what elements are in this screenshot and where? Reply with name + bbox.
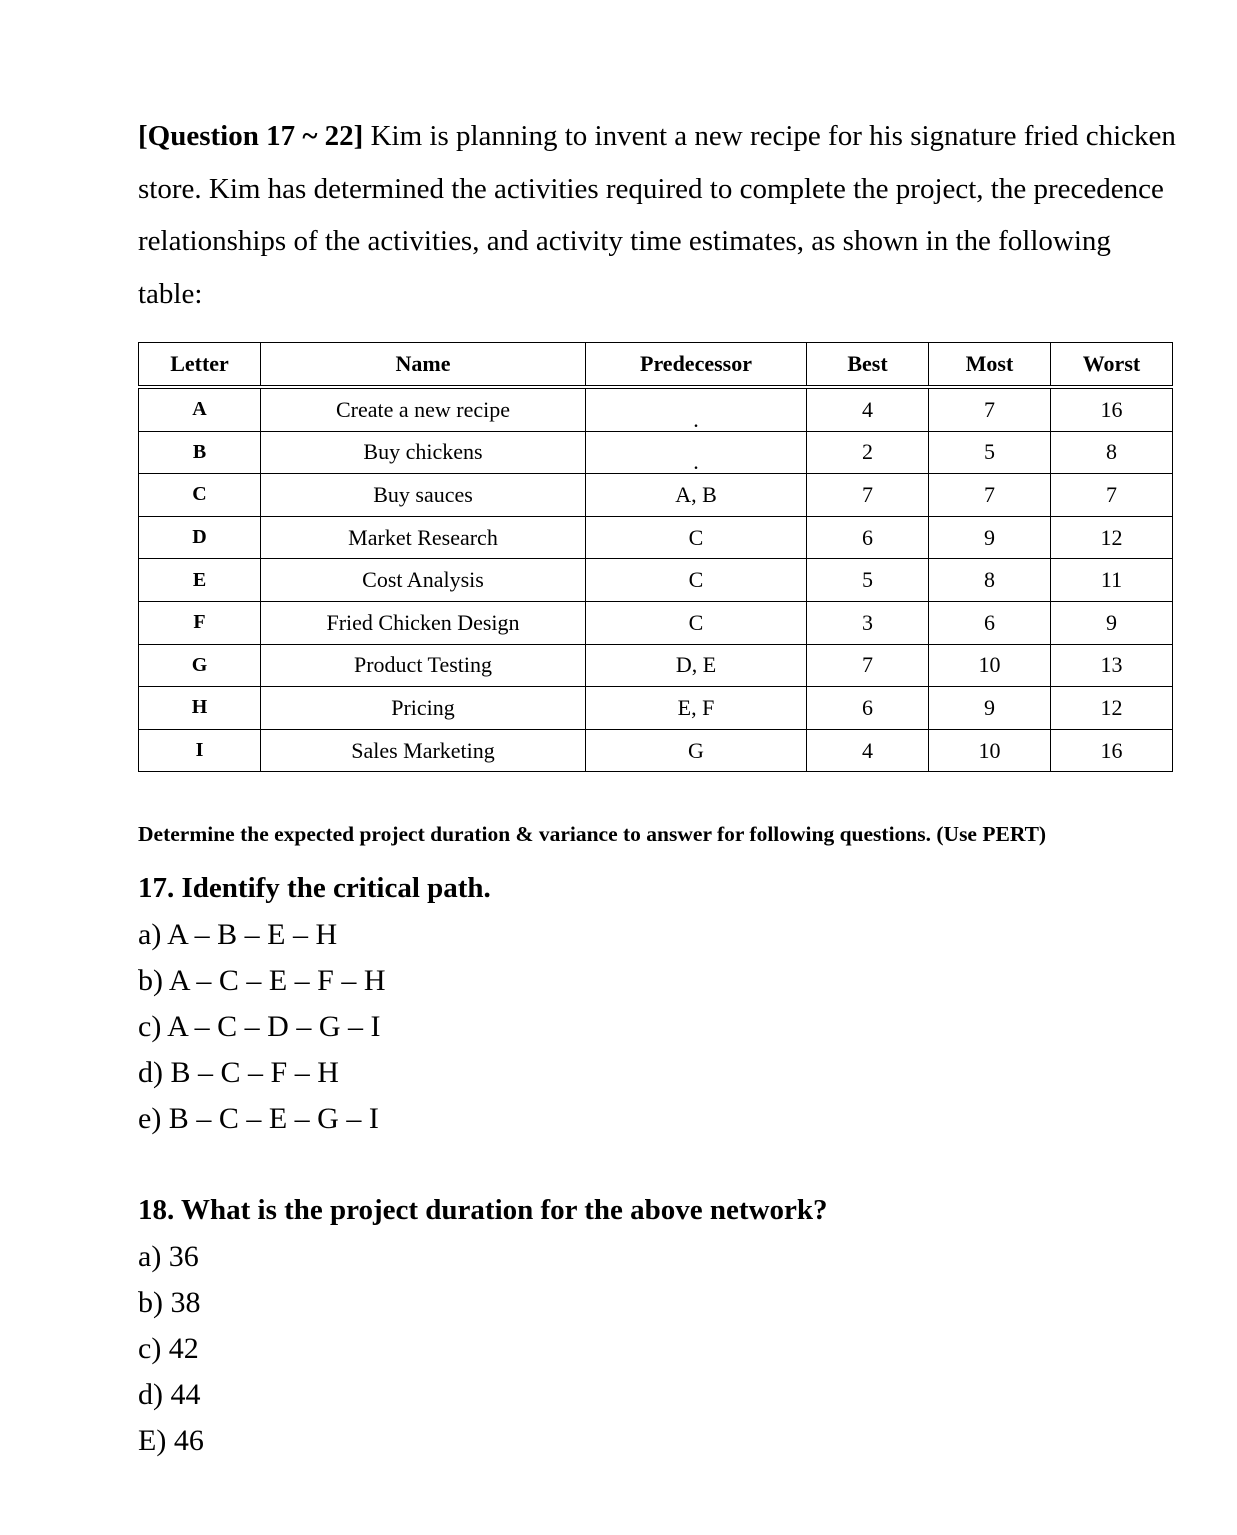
cell-best: 2 xyxy=(807,431,929,474)
cell-letter: C xyxy=(139,474,261,517)
intro-paragraph xyxy=(138,110,1178,321)
cell-worst: 12 xyxy=(1051,516,1173,559)
cell-best: 7 xyxy=(807,474,929,517)
cell-best: 3 xyxy=(807,601,929,644)
pert-instruction: Determine the expected project duration & variance to answer for following questions. (Use PERT) xyxy=(138,822,1047,846)
cell-letter: E xyxy=(139,559,261,602)
cell-predecessor: . xyxy=(586,387,807,431)
cell-most: 8 xyxy=(929,559,1051,602)
cell-worst: 9 xyxy=(1051,601,1173,644)
answer-option: c) 42 xyxy=(138,1332,199,1365)
cell-most: 5 xyxy=(929,431,1051,474)
table-row xyxy=(139,516,1173,559)
table-row xyxy=(139,387,1173,431)
cell-letter: F xyxy=(139,601,261,644)
table-row xyxy=(139,687,1173,730)
cell-most: 7 xyxy=(929,387,1051,431)
cell-worst: 12 xyxy=(1051,687,1173,730)
cell-worst: 7 xyxy=(1051,474,1173,517)
question-17 xyxy=(138,870,491,1142)
table-row xyxy=(139,601,1173,644)
cell-best: 6 xyxy=(807,687,929,730)
cell-name: Cost Analysis xyxy=(261,559,586,602)
cell-predecessor: C xyxy=(586,516,807,559)
header-name: Name xyxy=(261,343,586,388)
cell-letter: B xyxy=(139,431,261,474)
cell-best: 4 xyxy=(807,387,929,431)
header-worst: Worst xyxy=(1051,343,1173,388)
answer-option: b) 38 xyxy=(138,1286,201,1319)
cell-predecessor: G xyxy=(586,729,807,772)
cell-worst: 11 xyxy=(1051,559,1173,602)
cell-name: Market Research xyxy=(261,516,586,559)
cell-predecessor: . xyxy=(586,431,807,474)
cell-most: 9 xyxy=(929,687,1051,730)
cell-best: 6 xyxy=(807,516,929,559)
cell-letter: H xyxy=(139,687,261,730)
question-title: 18. What is the project duration for the above network? xyxy=(138,1194,828,1226)
answer-option: d) B – C – F – H xyxy=(138,1056,339,1089)
table-row xyxy=(139,431,1173,474)
answer-option: b) A – C – E – F – H xyxy=(138,964,386,997)
cell-predecessor: C xyxy=(586,559,807,602)
answer-option: a) A – B – E – H xyxy=(138,918,338,951)
cell-worst: 8 xyxy=(1051,431,1173,474)
question-range-label: [Question 17 ~ 22] xyxy=(138,120,364,152)
cell-predecessor: C xyxy=(586,601,807,644)
cell-name: Buy chickens xyxy=(261,431,586,474)
cell-name: Fried Chicken Design xyxy=(261,601,586,644)
answer-option: E) 46 xyxy=(138,1424,204,1457)
cell-most: 7 xyxy=(929,474,1051,517)
answer-option: d) 44 xyxy=(138,1378,201,1411)
table-header-row xyxy=(139,343,1173,388)
cell-most: 10 xyxy=(929,729,1051,772)
cell-worst: 16 xyxy=(1051,387,1173,431)
question-title: 17. Identify the critical path. xyxy=(138,872,491,904)
cell-name: Sales Marketing xyxy=(261,729,586,772)
intro-text: Kim is planning to invent a new recipe for his signature fried chicken store. Kim has determined the activities required to complete the project, the precedence relationships of the activities, and activity time estimates, as shown in the following table: xyxy=(138,120,1176,311)
cell-name: Pricing xyxy=(261,687,586,730)
cell-letter: I xyxy=(139,729,261,772)
cell-predecessor: E, F xyxy=(586,687,807,730)
table-row xyxy=(139,729,1173,772)
cell-letter: A xyxy=(139,387,261,431)
header-letter: Letter xyxy=(139,343,261,388)
header-predecessor: Predecessor xyxy=(586,343,807,388)
cell-most: 6 xyxy=(929,601,1051,644)
question-18 xyxy=(138,1192,828,1464)
header-best: Best xyxy=(807,343,929,388)
answer-option: c) A – C – D – G – I xyxy=(138,1010,381,1043)
cell-name: Product Testing xyxy=(261,644,586,687)
table-row xyxy=(139,559,1173,602)
cell-predecessor: D, E xyxy=(586,644,807,687)
cell-best: 7 xyxy=(807,644,929,687)
cell-predecessor: A, B xyxy=(586,474,807,517)
cell-name: Create a new recipe xyxy=(261,387,586,431)
cell-worst: 13 xyxy=(1051,644,1173,687)
table-row xyxy=(139,644,1173,687)
cell-name: Buy sauces xyxy=(261,474,586,517)
cell-letter: D xyxy=(139,516,261,559)
cell-best: 5 xyxy=(807,559,929,602)
cell-most: 9 xyxy=(929,516,1051,559)
cell-most: 10 xyxy=(929,644,1051,687)
cell-best: 4 xyxy=(807,729,929,772)
header-most: Most xyxy=(929,343,1051,388)
table-row xyxy=(139,474,1173,517)
answer-option: e) B – C – E – G – I xyxy=(138,1102,379,1135)
activity-table xyxy=(138,342,1173,772)
answer-option: a) 36 xyxy=(138,1240,199,1273)
cell-letter: G xyxy=(139,644,261,687)
cell-worst: 16 xyxy=(1051,729,1173,772)
